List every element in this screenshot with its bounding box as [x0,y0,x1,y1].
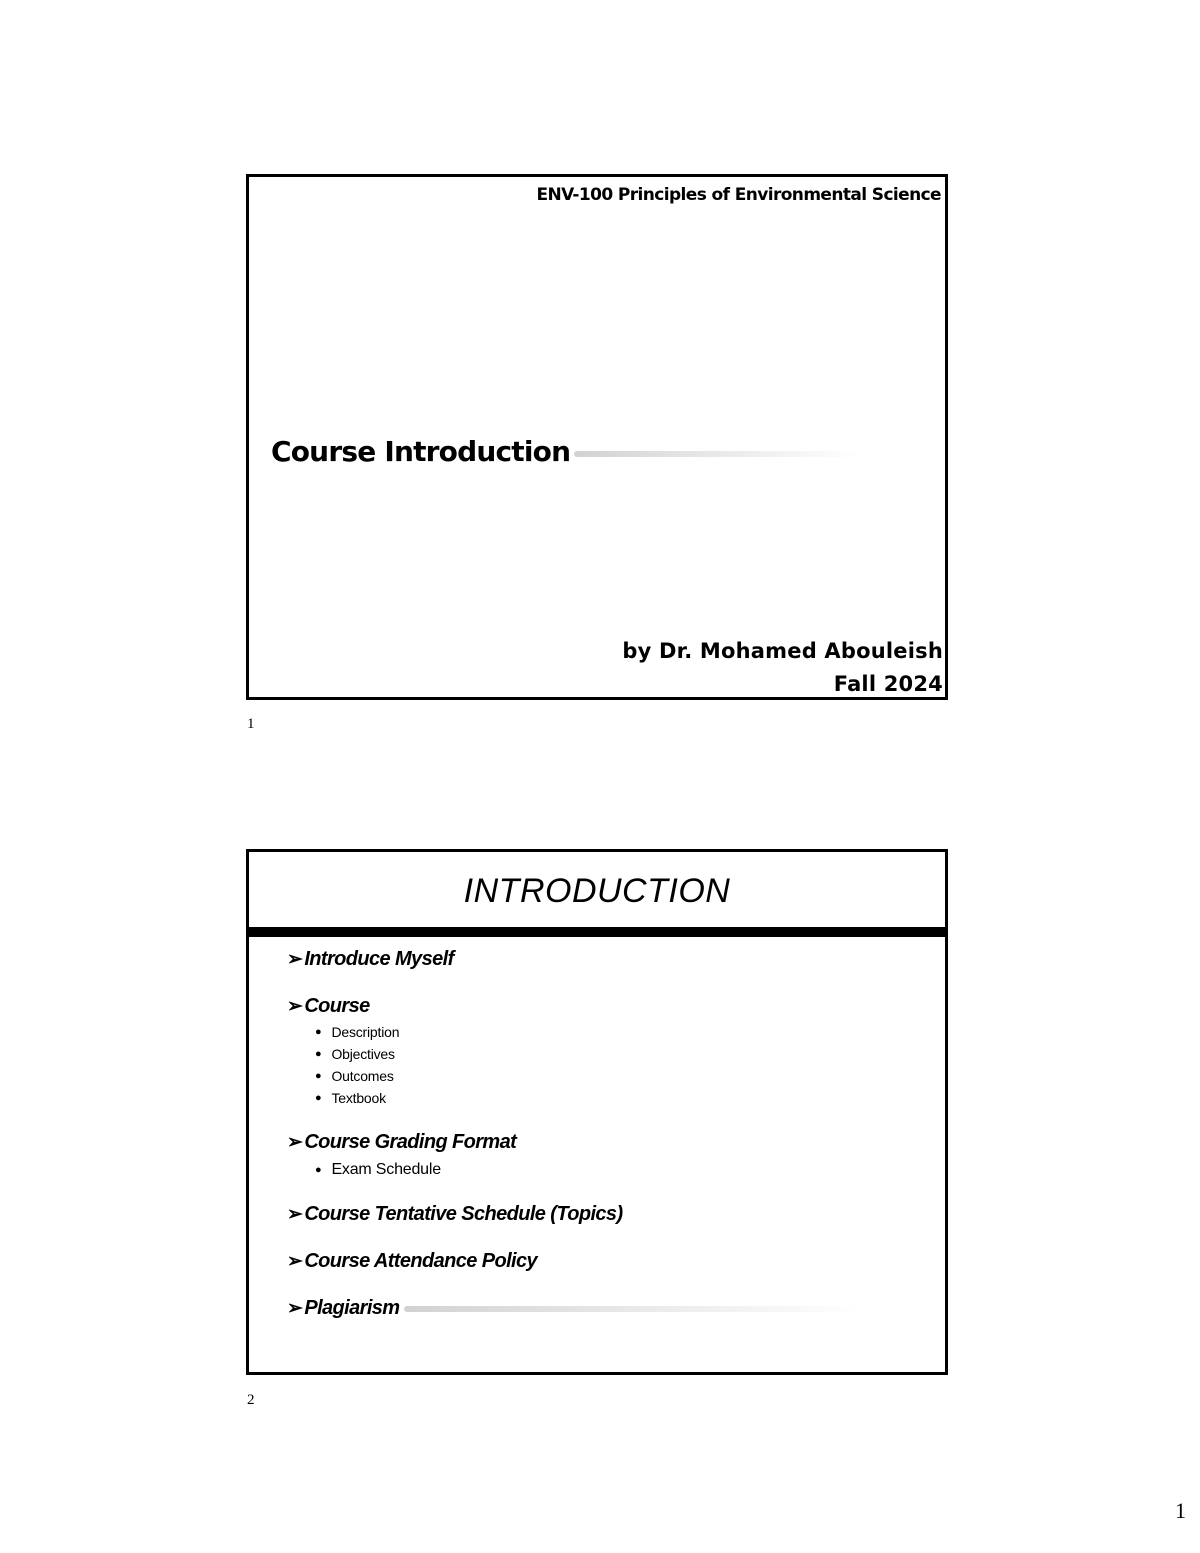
arrow-bullet-icon: ➢ [287,949,303,970]
bullet-icon: ● [315,1092,322,1104]
term: Fall 2024 [833,672,943,696]
bullet-icon: ● [315,1164,322,1176]
list-item [287,948,454,971]
sub-item [315,1068,394,1084]
list-item-label: Course [304,995,370,1017]
slide-number-2: 2 [247,1392,255,1408]
author-name: by Dr. Mohamed Abouleish [622,639,943,663]
sub-item [315,1046,395,1062]
title-underline [574,451,859,457]
slide-heading: INTRODUCTION [463,872,731,910]
bullet-icon: ● [315,1026,322,1038]
list-item-label: Introduce Myself [304,948,454,970]
sub-item [315,1161,441,1179]
arrow-bullet-icon: ➢ [287,1132,303,1153]
list-item-label: Plagiarism [304,1297,400,1319]
sub-item-label: Outcomes [331,1068,394,1084]
list-item [287,1131,516,1154]
sub-item-label: Textbook [331,1090,386,1106]
list-item-label: Course Tentative Schedule (Topics) [304,1203,623,1225]
bullet-icon: ● [315,1070,322,1082]
slide-1 [246,174,948,700]
arrow-bullet-icon: ➢ [287,996,303,1017]
list-item [287,1250,537,1273]
list-item [287,1203,623,1226]
title-row [271,435,859,468]
sub-item-label: Objectives [331,1046,395,1062]
list-item [287,995,370,1018]
course-code: ENV-100 Principles of Environmental Science [536,185,941,205]
slide-number-1: 1 [247,716,255,732]
bullet-icon: ● [315,1048,322,1060]
item-underline [404,1306,864,1312]
sub-item [315,1090,386,1106]
slide-header [249,852,945,937]
list-item-label: Course Attendance Policy [304,1250,538,1272]
sub-item [315,1024,399,1040]
arrow-bullet-icon: ➢ [287,1298,303,1319]
author-block [622,635,943,701]
list-item-label: Course Grading Format [304,1131,517,1153]
slide-2 [246,849,948,1375]
sub-item-label: Exam Schedule [331,1161,441,1178]
arrow-bullet-icon: ➢ [287,1251,303,1272]
sub-item-label: Description [331,1024,400,1040]
slide-title: Course Introduction [271,435,571,468]
page-number: 1 [1175,1498,1186,1523]
list-item [287,1297,864,1320]
arrow-bullet-icon: ➢ [287,1204,303,1225]
